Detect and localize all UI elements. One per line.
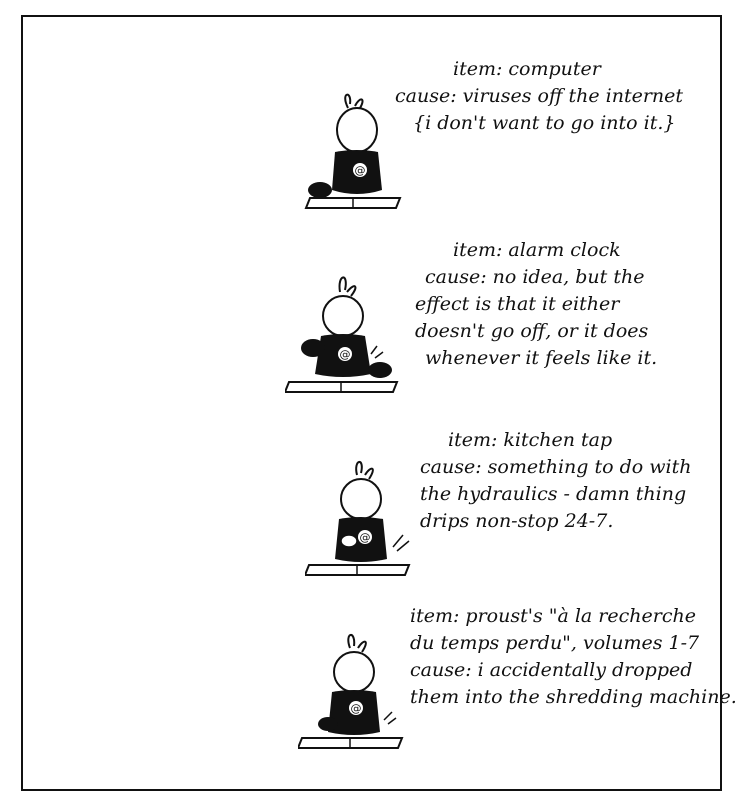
reading-figure [300, 90, 405, 215]
svg-text:@: @ [359, 531, 371, 544]
cause-line: cause: something to do with [420, 456, 692, 478]
item-label: item: proust's "à la recherche [410, 605, 696, 627]
cause-line: whenever it feels like it. [425, 347, 658, 369]
item-label: item: kitchen tap [448, 429, 613, 451]
reading-figure [298, 628, 408, 753]
svg-text:@: @ [354, 164, 366, 177]
cause-line: {i don't want to go into it.} [413, 112, 676, 134]
cause-line: them into the shredding machine. [410, 686, 737, 708]
reading-figure [305, 455, 415, 580]
caption-kitchen-tap [420, 427, 691, 535]
item-label: item: alarm clock [453, 239, 621, 261]
cause-line: du temps perdu", volumes 1-7 [410, 632, 700, 654]
cause-line: effect is that it either [415, 293, 620, 315]
caption-proust [410, 603, 737, 711]
item-label: item: computer [453, 58, 601, 80]
svg-text:@: @ [339, 348, 351, 361]
cause-line: cause: i accidentally dropped [410, 659, 693, 681]
svg-text:@: @ [350, 702, 362, 715]
caption-alarm-clock [415, 237, 658, 372]
caption-computer [395, 56, 683, 137]
cause-line: cause: viruses off the internet [395, 85, 684, 107]
cause-line: cause: no idea, but the [425, 266, 645, 288]
cause-line: doesn't go off, or it does [415, 320, 649, 342]
reading-figure [285, 270, 405, 395]
cause-line: the hydraulics - damn thing [420, 483, 687, 505]
cause-line: drips non-stop 24-7. [420, 510, 614, 532]
